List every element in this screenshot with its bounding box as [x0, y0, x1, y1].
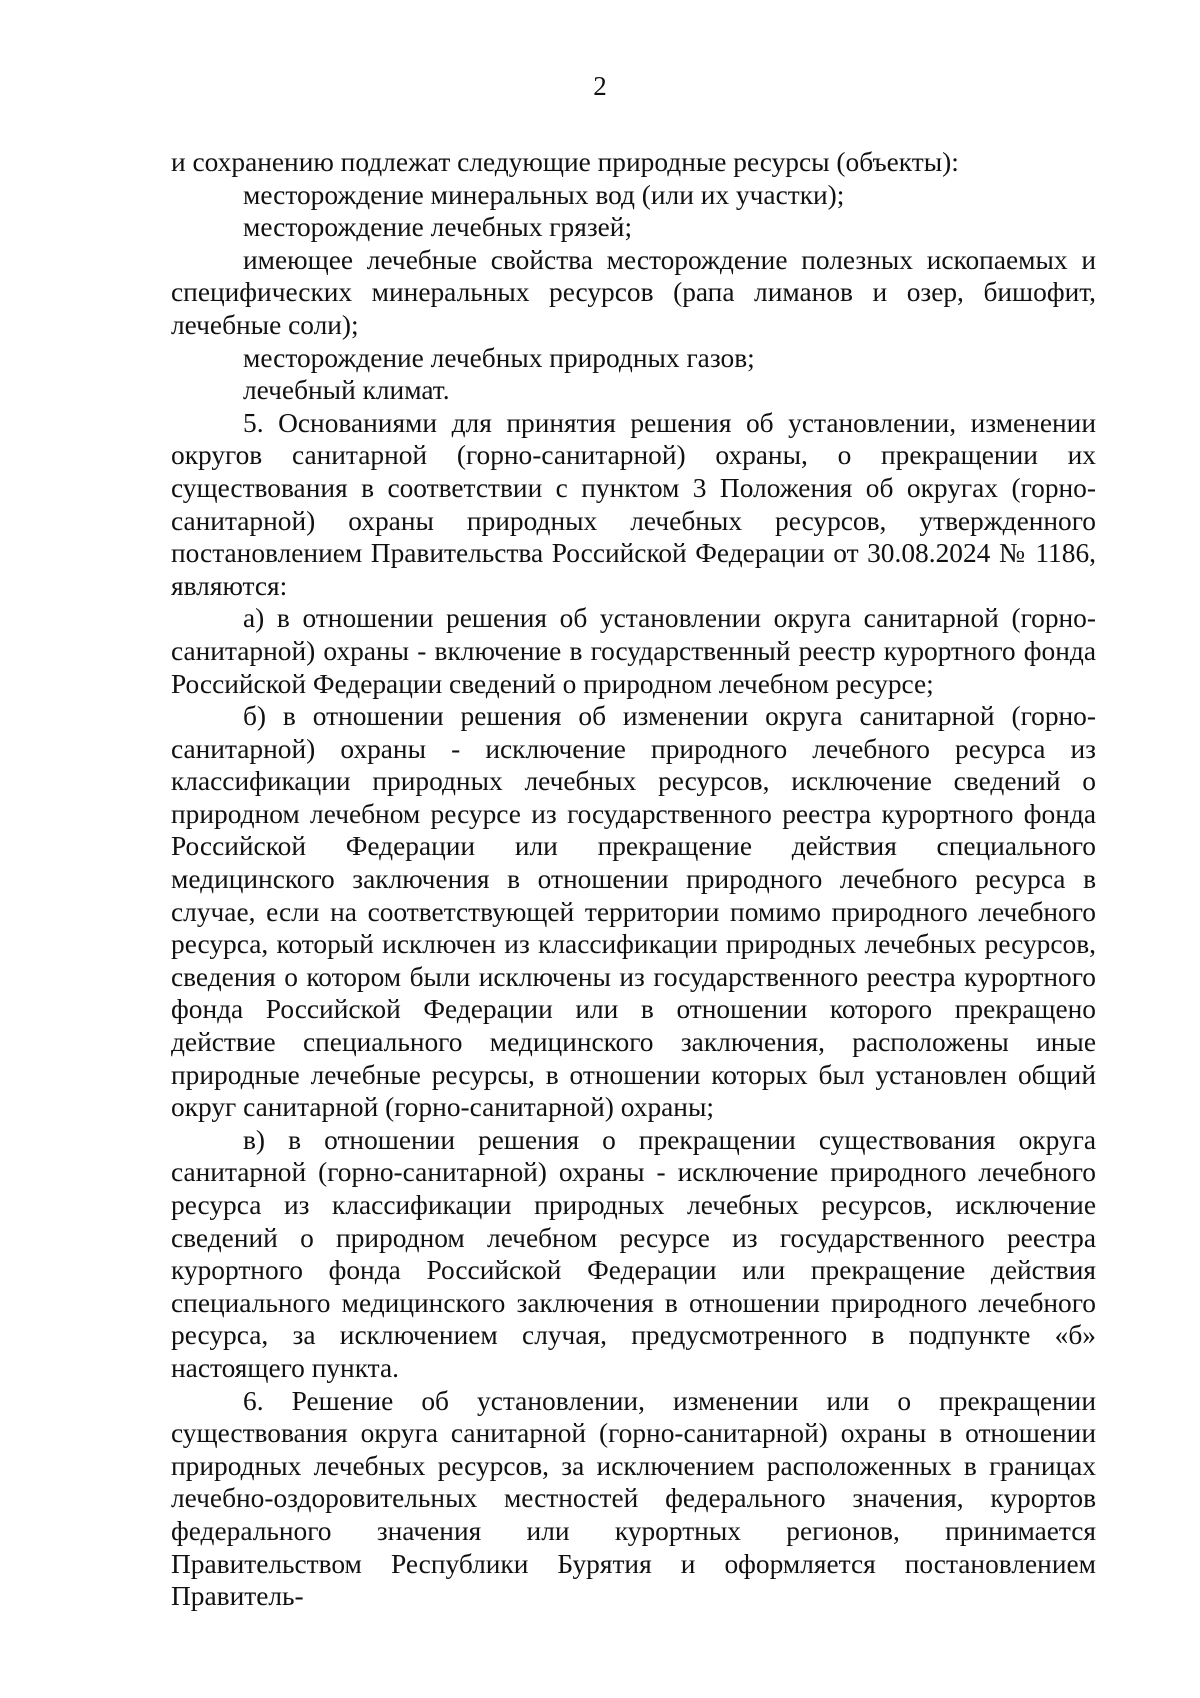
- clause-5-subitem-a: а) в отношении решения об установлении округа санитарной (горно-санитарной) охраны - включение в государственный реестр курортного фонда Российской Федерации сведений о природном лечебном ресурсе;: [171, 603, 1096, 699]
- list-item-therapeutic-mud: месторождение лечебных грязей;: [243, 212, 633, 243]
- clause-5: 5. Основаниями для принятия решения об установлении, изменении округов санитарной (горно-санитарной) охраны, о прекращении их существования в соответствии с пунктом 3 Положения об округах (горно-санитарной) охраны природных лечебных ресурсов, утвержденного постановлением Правительства Российской Федерации от 30.08.2024 № 1186, являются:: [171, 407, 1096, 601]
- clause-6: 6. Решение об установлении, изменении или о прекращении существования округа санитарной (горно-санитарной) охраны в отношении природных лечебных ресурсов, за исключением расположенных в границах лечебно-оздоровительных местностей федерального значения, курортов федерального значения или курортных регионов, принимается Правительством Республики Бурятия и оформляется постановлением Правитель-: [171, 1385, 1096, 1612]
- clause-5-subitem-v: в) в отношении решения о прекращении существования округа санитарной (горно-санитарной) охраны - исключение природного лечебного ресурса из классификации природных лечебных ресурсов, исключение сведений о природном лечебном ресурсе из государственного реестра курортного фонда Российской Федерации или прекращение действия специального медицинского заключения в отношении природного лечебного ресурса, за исключением случая, предусмотренного в подпункте «б» настоящего пункта.: [171, 1124, 1096, 1383]
- paragraph-continuation: и сохранению подлежат следующие природные ресурсы (объекты):: [171, 147, 959, 177]
- page-number: 2: [593, 71, 607, 101]
- document-body: [171, 146, 1096, 1613]
- list-item-natural-gases: месторождение лечебных природных газов;: [243, 342, 755, 373]
- clause-5-subitem-b: б) в отношении решения об изменении округа санитарной (горно-санитарной) охраны - исключение природного лечебного ресурса из классификации природных лечебных ресурсов, исключение сведений о природном лечебном ресурсе из государственного реестра курортного фонда Российской Федерации или прекращение действия специального медицинского заключения в отношении природного лечебного ресурса в случае, если на соответствующей территории помимо природного лечебного ресурса, который исключен из классификации природных лечебных ресурсов, сведения о котором были исключены из государственного реестра курортного фонда Российской Федерации или в отношении которого прекращено действие специального медицинского заключения, расположены иные природные лечебные ресурсы, в отношении которых был установлен общий округ санитарной (горно-санитарной) охраны;: [171, 701, 1096, 1123]
- list-item-climate: лечебный климат.: [243, 375, 450, 406]
- list-item-mineral-waters: месторождение минеральных вод (или их участки);: [243, 179, 845, 210]
- list-item-mineral-resources: имеющее лечебные свойства месторождение полезных ископаемых и специфических минеральных ресурсов (рапа лиманов и озер, бишофит, лечебные соли);: [171, 244, 1096, 340]
